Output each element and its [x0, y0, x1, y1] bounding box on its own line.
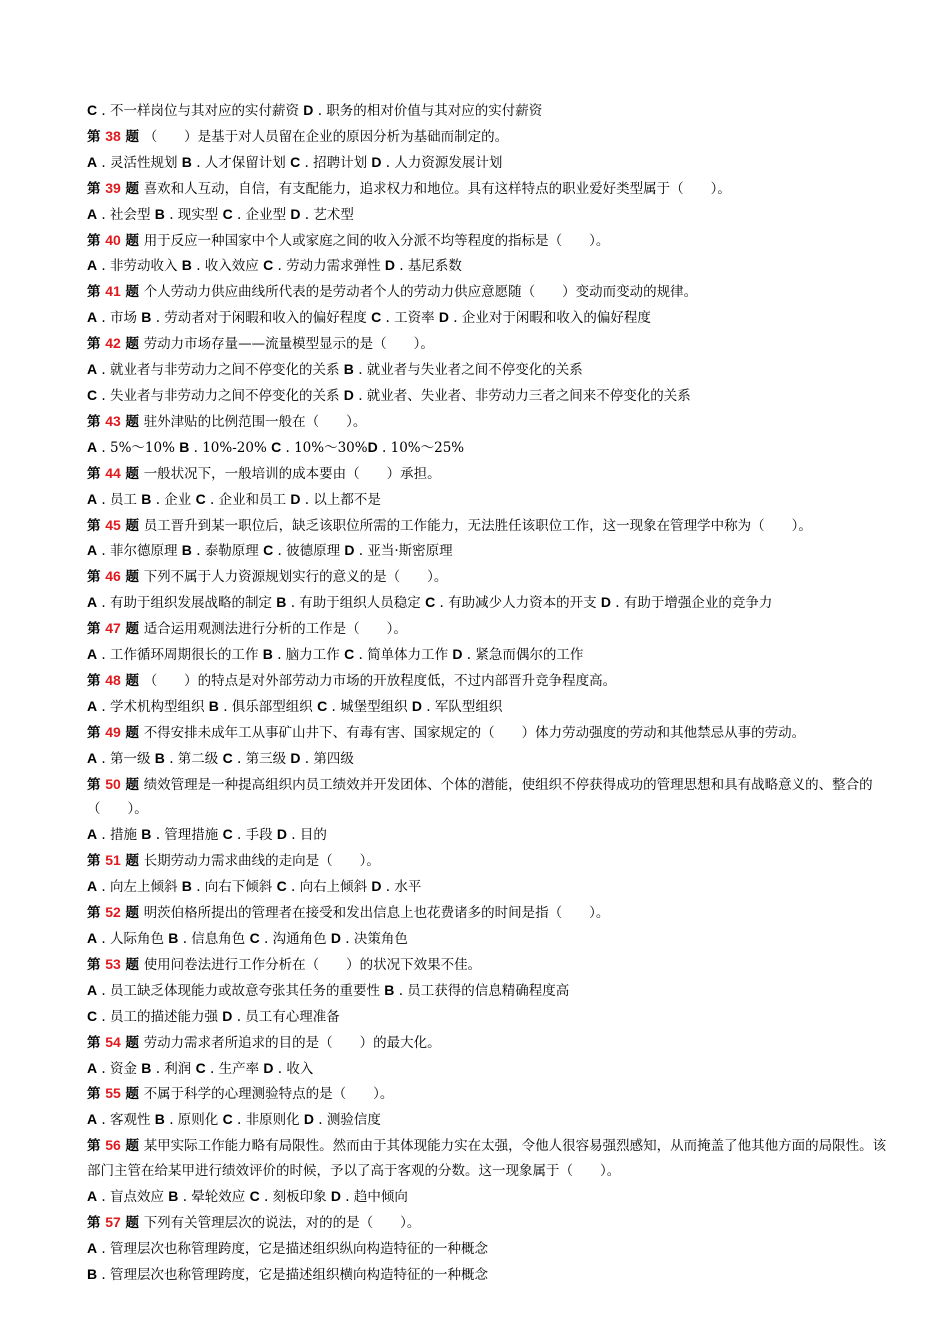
question-label: 第 — [87, 956, 106, 973]
option-letter: D — [330, 930, 342, 946]
option-letter: B — [154, 1111, 165, 1128]
question-number: 44 — [105, 464, 121, 481]
question-label: 题 — [120, 128, 144, 145]
option-text: . 劳动者对于闲暇和收入的偏好程度 — [151, 310, 372, 327]
question-label: 第 — [87, 180, 106, 197]
question-label: 第 — [87, 284, 106, 301]
question-text: 使用问卷法进行工作分析在（ ）的状况下效果不佳。 — [143, 956, 482, 973]
option-letter: A — [87, 594, 98, 611]
question-text: 不得安排未成年工从事矿山井下、有毒有害、国家规定的（ ）体力劳动强度的劳动和其他禁忌从事的劳动。 — [143, 724, 806, 741]
options-line — [87, 746, 893, 772]
question-text: 长期劳动力需求曲线的走向是（ ）。 — [143, 853, 380, 870]
option-text: . 不一样岗位与其对应的实付薪资 — [97, 103, 304, 119]
option-letter: D — [411, 697, 423, 714]
question-label: 第 — [87, 128, 106, 145]
question-number: 46 — [105, 568, 121, 585]
question-number: 41 — [105, 283, 121, 300]
option-text: . 利润 — [151, 1060, 196, 1077]
question-label: 第 — [87, 336, 106, 353]
option-text: . 紧急而偶尔的工作 — [462, 647, 584, 664]
option-letter: C — [222, 205, 233, 222]
option-letter: D — [371, 878, 382, 895]
option-letter: C — [222, 749, 233, 766]
option-text: . 生产率 — [205, 1060, 264, 1077]
question-line — [87, 772, 893, 823]
options-line — [87, 253, 893, 279]
question-label: 第 — [87, 517, 106, 534]
option-text: . 就业者与非劳动力之间不停变化的关系 — [97, 362, 344, 379]
option-letter: C — [271, 438, 282, 455]
option-letter: D — [344, 542, 355, 559]
option-text: . 员工的描述能力强 — [97, 1008, 223, 1025]
question-number: 49 — [105, 723, 121, 740]
option-letter: B — [154, 205, 165, 222]
option-text: . 非劳动收入 — [97, 258, 182, 275]
option-text: . 现实型 — [164, 206, 223, 223]
option-letter: B — [141, 826, 152, 843]
option-letter: D — [303, 1111, 315, 1128]
option-letter: B — [168, 930, 179, 946]
question-label: 第 — [87, 232, 106, 249]
options-line — [87, 694, 893, 720]
question-label: 第 — [87, 465, 106, 482]
option-text: . 职务的相对价值与其对应的实付薪资 — [313, 103, 543, 119]
question-number: 53 — [105, 955, 121, 972]
option-letter: B — [179, 438, 190, 455]
option-letter: A — [87, 826, 98, 843]
option-text: . 盲点效应 — [97, 1189, 169, 1206]
option-text: . 学术机构型组织 — [97, 698, 209, 715]
option-letter: A — [87, 878, 98, 895]
question-text: 员工晋升到某一职位后，缺乏该职位所需的工作能力，无法胜任该职位工作，这一现象在管理学中称为（ ）。 — [143, 517, 812, 534]
option-text: . 企业和员工 — [205, 491, 291, 508]
option-text: . 向左上倾斜 — [97, 879, 182, 896]
option-letter: A — [87, 309, 98, 326]
question-label: 第 — [87, 724, 106, 741]
question-label: 题 — [120, 672, 144, 689]
option-letter: C — [195, 490, 206, 507]
question-line — [87, 228, 893, 254]
option-text: . 10%～30% — [281, 439, 368, 456]
question-number: 51 — [105, 852, 121, 869]
question-text: 绩效管理是一种提高组织内员工绩效并开发团体、个体的潜能，使组织不停获得成功的管理思想和具有战略意义的、整合的（ ）。 — [87, 776, 873, 818]
question-label: 题 — [120, 569, 144, 586]
question-number: 57 — [105, 1213, 121, 1230]
option-text: . 管理措施 — [151, 827, 223, 844]
option-letter: D — [290, 490, 301, 507]
option-text: . 员工有心理准备 — [232, 1008, 340, 1025]
option-letter: B — [384, 981, 395, 998]
option-letter: C — [249, 1188, 260, 1205]
question-label: 题 — [120, 180, 144, 197]
option-letter: B — [343, 361, 354, 378]
option-letter: A — [87, 1239, 98, 1256]
option-letter: C — [290, 153, 301, 170]
question-line — [87, 461, 893, 487]
option-letter: D — [367, 438, 378, 455]
question-label: 题 — [120, 1214, 144, 1231]
option-letter: C — [195, 1059, 206, 1076]
option-text: . 企业 — [151, 491, 196, 508]
option-text: . 工作循环周期很长的工作 — [97, 647, 263, 664]
question-label: 第 — [87, 1138, 106, 1155]
option-text: . 以上都不是 — [300, 491, 381, 508]
options-line — [87, 435, 893, 461]
question-number: 42 — [105, 335, 121, 352]
question-line — [87, 900, 893, 926]
question-label: 第 — [87, 672, 106, 689]
option-text: . 目的 — [287, 827, 327, 844]
option-text: . 收入 — [273, 1060, 314, 1077]
question-text: 用于反应一种国家中个人或家庭之间的收入分派不均等程度的指标是（ ）。 — [143, 232, 610, 249]
option-letter: C — [371, 309, 382, 326]
option-text: . 10%-20% — [189, 439, 272, 456]
question-number: 54 — [105, 1033, 121, 1050]
option-text: . 有助于组织发展战略的制定 — [97, 595, 277, 612]
option-text: . 测验信度 — [314, 1112, 381, 1129]
option-letter: B — [141, 490, 152, 507]
option-letter: A — [87, 981, 98, 998]
option-letter: C — [222, 1111, 233, 1128]
exam-page — [87, 98, 893, 1288]
option-text: . 管理层次也称管理跨度，它是描述组织纵向构造特征的一种概念 — [97, 1240, 488, 1257]
options-line — [87, 1262, 893, 1288]
option-letter: C — [344, 646, 355, 663]
question-text: 劳动力需求者所追求的目的是（ ）的最大化。 — [143, 1034, 441, 1051]
option-text: . 工资率 — [381, 310, 439, 327]
option-letter: C — [87, 1007, 98, 1024]
question-line — [87, 513, 893, 539]
question-label: 题 — [120, 1086, 144, 1103]
option-letter: B — [154, 749, 165, 766]
option-letter: A — [87, 1059, 98, 1076]
option-text: . 刻板印象 — [259, 1189, 331, 1206]
option-text: . 管理层次也称管理跨度，它是描述组织横向构造特征的一种概念 — [97, 1266, 488, 1283]
question-text: 下列有关管理层次的说法，对的的是（ ）。 — [143, 1214, 421, 1231]
question-text: 下列不属于人力资源规划实行的意义的是（ ）。 — [143, 569, 448, 586]
question-text: 个人劳动力供应曲线所代表的是劳动者个人的劳动力供应意愿随（ ）变动而变动的规律。 — [143, 284, 698, 301]
options-line — [87, 1107, 893, 1133]
question-line — [87, 668, 893, 694]
question-text: （ ）的特点是对外部劳动力市场的开放程度低，不过内部晋升竞争程度高。 — [143, 672, 617, 689]
question-label: 第 — [87, 413, 106, 430]
option-letter: A — [87, 749, 98, 766]
options-line — [87, 1004, 893, 1030]
option-letter: A — [87, 1188, 98, 1205]
option-letter: A — [87, 153, 98, 170]
question-line — [87, 1210, 893, 1236]
options-line — [87, 590, 893, 616]
option-letter: D — [600, 594, 612, 611]
options-line — [87, 1056, 893, 1082]
options-line — [87, 202, 893, 228]
question-label: 第 — [87, 569, 106, 586]
question-line — [87, 124, 893, 150]
question-label: 题 — [120, 956, 144, 973]
options-line — [87, 383, 893, 409]
options-line — [87, 978, 893, 1004]
option-text: . 菲尔德原理 — [97, 543, 182, 560]
option-text: . 社会型 — [97, 206, 155, 223]
question-label: 题 — [120, 465, 144, 482]
option-letter: C — [263, 542, 274, 559]
option-letter: B — [208, 697, 219, 714]
option-text: . 非原则化 — [232, 1112, 304, 1129]
option-text: . 收入效应 — [191, 258, 264, 275]
question-label: 题 — [120, 724, 144, 741]
option-letter: D — [343, 386, 354, 403]
question-text: 明茨伯格所提出的管理者在接受和发出信息上也花费诸多的时间是指（ ）。 — [143, 905, 610, 922]
option-letter: A — [87, 697, 98, 714]
options-line — [87, 487, 893, 513]
option-text: . 员工 — [97, 491, 142, 508]
options-line — [87, 642, 893, 668]
option-text: . 泰勒原理 — [191, 543, 264, 560]
option-text: . 员工获得的信息精确程度高 — [394, 982, 570, 999]
option-letter: D — [303, 102, 314, 118]
option-letter: B — [276, 594, 287, 611]
option-text: . 晕轮效应 — [178, 1189, 250, 1206]
question-line — [87, 720, 893, 746]
option-text: . 人才保留计划 — [191, 154, 291, 171]
option-letter: C — [87, 102, 98, 118]
option-letter: B — [181, 878, 192, 895]
option-letter: B — [181, 153, 192, 170]
option-letter: C — [263, 257, 274, 274]
question-text: 一般状况下，一般培训的成本要由（ ）承担。 — [143, 465, 441, 482]
option-letter: C — [87, 386, 98, 403]
option-text: . 企业对于闲暇和收入的偏好程度 — [449, 310, 651, 327]
question-label: 第 — [87, 1214, 106, 1231]
options-line — [87, 874, 893, 900]
option-letter: C — [317, 697, 328, 714]
option-letter: A — [87, 1111, 98, 1128]
option-text: . 城堡型组织 — [327, 698, 412, 715]
option-letter: A — [87, 438, 98, 455]
option-text: . 水平 — [381, 879, 422, 896]
question-label: 第 — [87, 853, 106, 870]
option-text: . 沟通角色 — [259, 931, 331, 947]
option-letter: D — [371, 153, 382, 170]
option-letter: A — [87, 361, 98, 378]
option-text: . 企业型 — [232, 206, 291, 223]
option-text: . 向右下倾斜 — [191, 879, 277, 896]
option-letter: D — [452, 646, 463, 663]
option-text: . 第二级 — [164, 750, 223, 767]
option-text: . 军队型组织 — [422, 698, 503, 715]
option-letter: A — [87, 646, 98, 663]
option-text: . 10%～25% — [377, 439, 465, 456]
question-label: 第 — [87, 776, 106, 793]
option-letter: A — [87, 257, 98, 274]
question-text: 喜欢和人互动，自信，有支配能力，追求权力和地位。具有这样特点的职业爱好类型属于（ ）。 — [143, 180, 731, 197]
option-text: . 5%～10% — [97, 439, 180, 456]
question-line — [87, 616, 893, 642]
option-letter: A — [87, 490, 98, 507]
question-number: 45 — [105, 516, 121, 533]
option-text: . 灵活性规划 — [97, 154, 182, 171]
question-line — [87, 176, 893, 202]
question-label: 第 — [87, 905, 106, 922]
option-letter: D — [290, 205, 301, 222]
question-label: 题 — [120, 1034, 144, 1051]
question-text: 某甲实际工作能力略有局限性。然而由于其体现能力实在太强，令他人很容易强烈感知，从而掩盖了他其他方面的局限性。该部门主管在给某甲进行绩效评价的时候，予以了高于客观的分数。这一现象属于（ ）。 — [87, 1138, 887, 1180]
options-line — [87, 1236, 893, 1262]
question-number: 40 — [105, 231, 121, 248]
option-text: . 脑力工作 — [272, 647, 345, 664]
option-letter: B — [87, 1265, 98, 1282]
question-number: 38 — [105, 127, 121, 144]
option-text: . 客观性 — [97, 1112, 155, 1129]
question-number: 48 — [105, 671, 121, 688]
question-label: 题 — [120, 621, 144, 638]
option-letter: D — [263, 1059, 274, 1076]
option-letter: B — [181, 257, 192, 274]
option-text: . 失业者与非劳动力之间不停变化的关系 — [97, 387, 344, 404]
question-line — [87, 848, 893, 874]
option-text: . 简单体力工作 — [354, 647, 453, 664]
option-letter: D — [384, 257, 396, 274]
option-text: . 市场 — [97, 310, 142, 327]
question-line — [87, 1030, 893, 1056]
option-text: . 劳动力需求弹性 — [273, 258, 385, 275]
option-letter: D — [438, 309, 450, 326]
question-text: 驻外津贴的比例范围一般在（ ）。 — [143, 413, 367, 430]
option-text: . 人际角色 — [97, 931, 169, 947]
option-letter: A — [87, 542, 98, 559]
option-letter: D — [290, 749, 301, 766]
question-text: 劳动力市场存量——流量模型显示的是（ ）。 — [143, 336, 434, 353]
option-text: . 第三级 — [232, 750, 291, 767]
options-line — [87, 98, 893, 124]
option-text: . 有助于组织人员稳定 — [286, 595, 426, 612]
option-text: . 信息角色 — [178, 931, 250, 947]
question-number: 55 — [105, 1085, 121, 1102]
option-letter: B — [141, 309, 152, 326]
question-number: 43 — [105, 412, 121, 429]
option-text: . 彼德原理 — [273, 543, 345, 560]
option-text: . 手段 — [232, 827, 277, 844]
option-text: . 基尼系数 — [395, 258, 462, 275]
option-text: . 资金 — [97, 1060, 142, 1077]
question-label: 题 — [120, 905, 144, 922]
option-letter: B — [262, 646, 273, 663]
question-number: 56 — [105, 1137, 121, 1154]
question-label: 题 — [120, 336, 144, 353]
option-text: . 人力资源发展计划 — [381, 154, 503, 171]
options-line — [87, 1184, 893, 1210]
options-line — [87, 357, 893, 383]
question-number: 39 — [105, 179, 121, 196]
option-text: . 第一级 — [97, 750, 155, 767]
option-text: . 原则化 — [164, 1112, 223, 1129]
option-letter: B — [168, 1188, 179, 1205]
question-label: 题 — [120, 517, 144, 534]
options-line — [87, 538, 893, 564]
option-text: . 艺术型 — [300, 206, 354, 223]
option-letter: A — [87, 930, 98, 946]
question-label: 题 — [120, 853, 144, 870]
question-label: 题 — [120, 232, 144, 249]
question-label: 第 — [87, 621, 106, 638]
question-text: 适合运用观测法进行分析的工作是（ ）。 — [143, 621, 407, 638]
question-label: 第 — [87, 1086, 106, 1103]
options-line — [87, 305, 893, 331]
option-text: . 就业者、失业者、非劳动力三者之间来不停变化的关系 — [353, 387, 691, 404]
question-text: （ ）是基于对人员留在企业的原因分析为基础而制定的。 — [143, 128, 509, 145]
option-text: . 措施 — [97, 827, 142, 844]
question-label: 题 — [120, 284, 144, 301]
question-number: 47 — [105, 620, 121, 637]
question-label: 题 — [120, 1138, 144, 1155]
option-text: . 俱乐部型组织 — [218, 698, 318, 715]
question-line — [87, 1081, 893, 1107]
option-letter: D — [330, 1188, 342, 1205]
option-text: . 第四级 — [300, 750, 354, 767]
option-letter: B — [141, 1059, 152, 1076]
option-letter: C — [249, 930, 260, 946]
options-line — [87, 926, 893, 952]
question-label: 题 — [120, 413, 144, 430]
option-letter: C — [222, 826, 233, 843]
question-line — [87, 564, 893, 590]
option-letter: A — [87, 205, 98, 222]
option-text: . 趋中倾向 — [341, 1189, 408, 1206]
question-line — [87, 331, 893, 357]
question-number: 50 — [105, 775, 121, 792]
options-line — [87, 150, 893, 176]
option-text: . 招聘计划 — [300, 154, 372, 171]
question-label: 第 — [87, 1034, 106, 1051]
option-text: . 就业者与失业者之间不停变化的关系 — [353, 362, 583, 379]
question-text: 不属于科学的心理测验特点的是（ ）。 — [143, 1086, 394, 1103]
question-line — [87, 1133, 893, 1184]
option-text: . 决策角色 — [341, 931, 408, 947]
question-line — [87, 952, 893, 978]
option-letter: D — [222, 1007, 233, 1024]
option-letter: D — [276, 826, 288, 843]
option-text: . 向右上倾斜 — [286, 879, 372, 896]
option-letter: C — [276, 878, 287, 895]
options-line — [87, 822, 893, 848]
question-number: 52 — [105, 904, 121, 921]
option-letter: C — [425, 594, 436, 611]
option-text: . 亚当·斯密原理 — [354, 543, 453, 560]
question-label: 题 — [120, 776, 144, 793]
question-line — [87, 279, 893, 305]
option-text: . 员工缺乏体现能力或故意夸张其任务的重要性 — [97, 982, 385, 999]
option-text: . 有助于增强企业的竞争力 — [611, 595, 773, 612]
option-letter: B — [181, 542, 192, 559]
option-text: . 有助减少人力资本的开支 — [435, 595, 601, 612]
question-line — [87, 409, 893, 435]
